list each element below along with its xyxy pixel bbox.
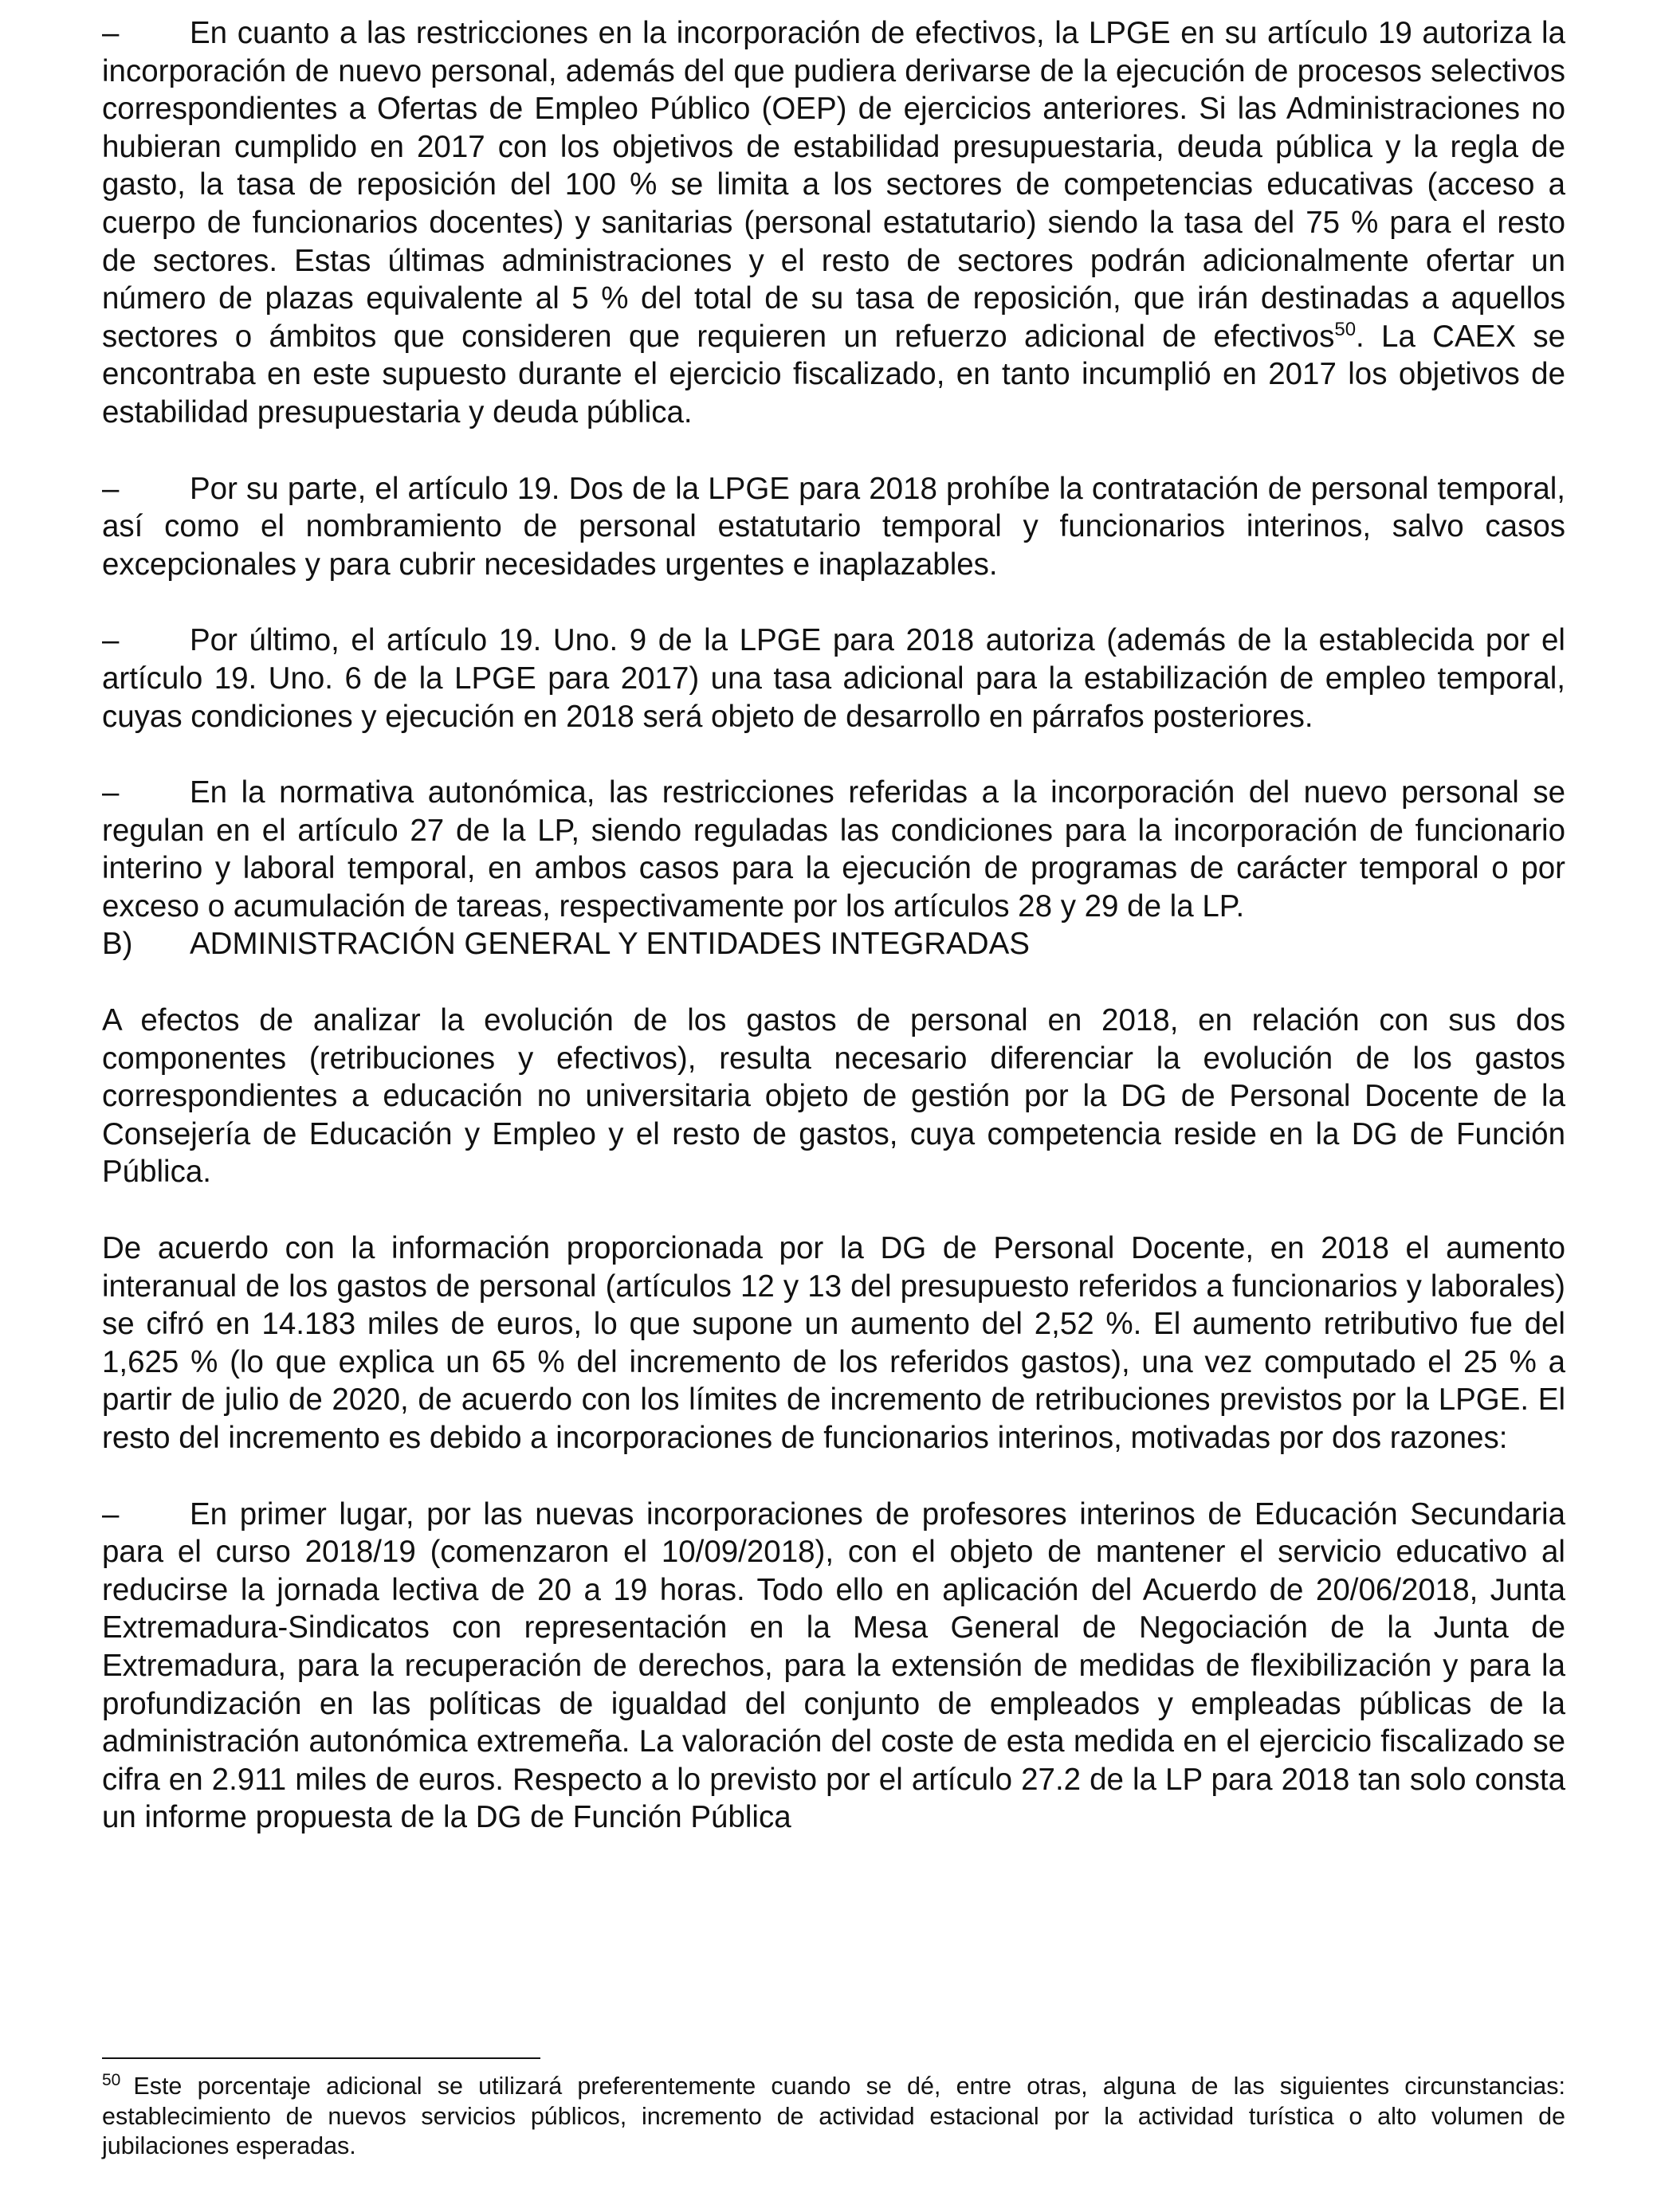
bullet-dash: – [102,471,120,506]
paragraph-text: Por último, el artículo 19. Uno. 9 de la LPGE para 2018 autoriza (además de la establecida por el artículo 19. Uno. 6 de la LPGE para 2017) una tasa adicional para la estabilización de empleo temporal, cuyas condiciones y ejecución en 2018 será objeto de desarrollo en párrafos posteriores. [102,623,1565,734]
bullet-dash: – [102,623,120,658]
bullet-dash: – [102,16,120,50]
bullet-dash: – [102,1496,120,1532]
paragraph-text: En primer lugar, por las nuevas incorporaciones de profesores interinos de Educación Secundaria para el curso 2018/19 (comenzaron el 10/09/2018), con el objeto de mantener el servicio educativo al reducirse la jornada lectiva de 20 a 19 horas. Todo ello en aplicación del Acuerdo de 20/06/2018, Junta Extremadura-Sindicatos con representación en la Mesa General de Negociación de la Junta de Extremadura, para la recuperación de derechos, para la extensión de medidas de flexibilización y para la profundización en las políticas de igualdad del conjunto de empleados y empleadas públicas de la administración autonómica extremeña. La valoración del coste de esta medida en el ejercicio fiscalizado se cifra en 2.911 miles de euros. Respecto a lo previsto por el artículo 27.2 de la LP para 2018 tan solo consta un informe propuesta de la DG de Función Pública [102,1496,1565,1835]
footnote-reference[interactable]: 50 [1334,318,1357,340]
paragraph-text: A efectos de analizar la evolución de los gastos de personal en 2018, en relación con sus dos componentes (retribuciones y efectivos), resulta necesario diferenciar la evolución de los gastos correspondientes a educación no universitaria objeto de gestión por la DG de Personal Docente de la Consejería de Educación y Empleo y el resto de gastos, cuya competencia reside en la DG de Función Pública. [102,1003,1565,1190]
paragraph-regional-regulation [102,774,1565,925]
footnote [102,2072,1565,2162]
paragraph-expense-analysis [102,1002,1565,1191]
paragraph-text: En cuanto a las restricciones en la incorporación de efectivos, la LPGE en su artículo 19 autoriza la incorporación de nuevo personal, además del que pudiera derivarse de la ejecución de procesos selectivos correspondientes a Ofertas de Empleo Público (OEP) de ejercicios anteriores. Si las Administraciones no hubieran cumplido en 2017 con los objetivos de estabilidad presupuestaria, deuda pública y la regla de gasto, la tasa de reposición del 100 % se limita a los sectores de competencias educativas (acceso a cuerpo de funcionarios docentes) y sanitarias (personal estatutario) siendo la tasa del 75 % para el resto de sectores. Estas últimas administraciones y el resto de sectores podrán adicionalmente ofertar un número de plazas equivalente al 5 % del total de su tasa de reposición, que irán destinadas a aquellos sectores o ámbitos que consideren que requieren un refuerzo adicional de efectivos [102,16,1565,354]
paragraph-incorporation-restrictions [102,14,1565,432]
footnote-separator [102,2057,540,2059]
paragraph-text: De acuerdo con la información proporcionada por la DG de Personal Docente, en 2018 el aumento interanual de los gastos de personal (artículos 12 y 13 del presupuesto referidos a funcionarios y laborales) se cifró en 14.183 miles de euros, lo que supone un aumento del 2,52 %. El aumento retributivo fue del 1,625 % (lo que explica un 65 % del incremento de los referidos gastos), una vez computado el 25 % a partir de julio de 2020, de acuerdo con los límites de incremento de retribuciones previstos por la LPGE. El resto del incremento es debido a incorporaciones de funcionarios interinos, motivadas por dos razones: [102,1231,1565,1455]
paragraph-first-reason [102,1496,1565,1837]
footnote-text: Este porcentaje adicional se utilizará preferentemente cuando se dé, entre otras, alguna de las siguientes circunstancias: establecimiento de nuevos servicios públicos, incremento de actividad estacional por la actividad turística o alto volumen de jubilaciones esperadas. [102,2073,1565,2159]
section-title: ADMINISTRACIÓN GENERAL Y ENTIDADES INTEGRADAS [190,927,1030,962]
paragraph-text: Por su parte, el artículo 19. Dos de la LPGE para 2018 prohíbe la contratación de personal temporal, así como el nombramiento de personal estatutario temporal y funcionarios interinos, salvo casos excepcionales y para cubrir necesidades urgentes e inaplazables. [102,471,1565,582]
paragraph-text-continued: . La CAEX se encontraba en este supuesto durante el ejercicio fiscalizado, en tanto incumplió en 2017 los objetivos de estabilidad presupuestaria y deuda pública. [102,319,1565,429]
section-heading [102,925,1565,963]
document-body [102,14,1565,1837]
paragraph-article-19-uno-9 [102,622,1565,735]
paragraph-teaching-staff-info [102,1230,1565,1457]
footnote-number: 50 [102,2070,121,2089]
bullet-dash: – [102,775,120,810]
paragraph-text: En la normativa autonómica, las restricciones referidas a la incorporación del nuevo personal se regulan en el artículo 27 de la LP, siendo reguladas las condiciones para la incorporación de funcionario interino y laboral temporal, en ambos casos para la ejecución de programas de carácter temporal o por exceso o acumulación de tareas, respectivamente por los artículos 28 y 29 de la LP. [102,775,1565,924]
paragraph-article-19-dos [102,470,1565,584]
section-letter: B) [102,927,133,962]
